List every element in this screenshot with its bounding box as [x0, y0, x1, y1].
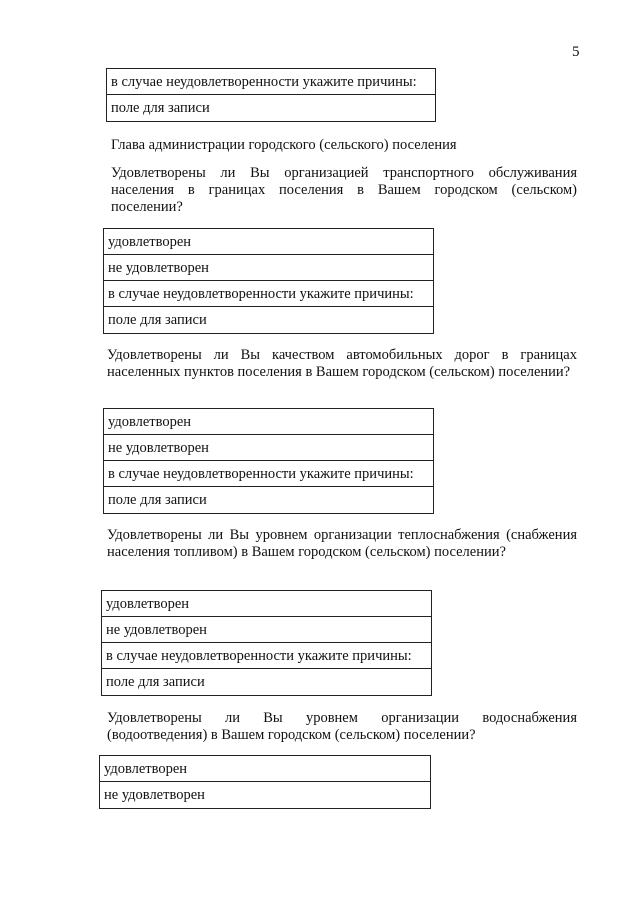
option-not-satisfied[interactable]: не удовлетворен	[104, 435, 433, 461]
question-3-text: Удовлетворены ли Вы уровнем организации теплоснабжения (снабжения населения топливом) в Вашем городском (сельском) поселении?	[107, 527, 577, 560]
answer-table-3	[101, 590, 432, 696]
section-heading: Глава администрации городского (сельского) поселения	[111, 137, 457, 153]
option-satisfied[interactable]: удовлетворен	[102, 591, 431, 617]
option-not-satisfied[interactable]: не удовлетворен	[102, 617, 431, 643]
option-not-satisfied[interactable]: не удовлетворен	[104, 787, 205, 803]
write-field-row[interactable]: поле для записи	[111, 100, 210, 116]
answer-table-1	[103, 228, 434, 334]
question-2-text: Удовлетворены ли Вы качеством автомобильных дорог в границах населенных пунктов поселения в Вашем городском (сельском) поселении?	[107, 347, 577, 380]
option-not-satisfied[interactable]: не удовлетворен	[104, 255, 433, 281]
question-1-text: Удовлетворены ли Вы организацией транспортного обслуживания населения в границах поселения в Вашем городском (сельском) поселении?	[111, 165, 577, 215]
answer-table-0	[106, 68, 436, 122]
option-satisfied[interactable]: удовлетворен	[104, 229, 433, 255]
reason-prompt-row: в случае неудовлетворенности укажите причины:	[102, 643, 431, 669]
write-field-row[interactable]: поле для записи	[108, 312, 207, 328]
option-satisfied[interactable]: удовлетворен	[104, 409, 433, 435]
write-field-row[interactable]: поле для записи	[106, 674, 205, 690]
reason-prompt-row: в случае неудовлетворенности укажите причины:	[107, 69, 435, 95]
write-field-row[interactable]: поле для записи	[108, 492, 207, 508]
page-number: 5	[572, 44, 580, 60]
question-4-text: Удовлетворены ли Вы уровнем организации водоснабжения (водоотведения) в Вашем городском (сельском) поселении?	[107, 710, 577, 743]
reason-prompt-row: в случае неудовлетворенности укажите причины:	[104, 281, 433, 307]
answer-table-4	[99, 755, 431, 809]
option-satisfied[interactable]: удовлетворен	[100, 756, 430, 782]
answer-table-2	[103, 408, 434, 514]
reason-prompt-row: в случае неудовлетворенности укажите причины:	[104, 461, 433, 487]
